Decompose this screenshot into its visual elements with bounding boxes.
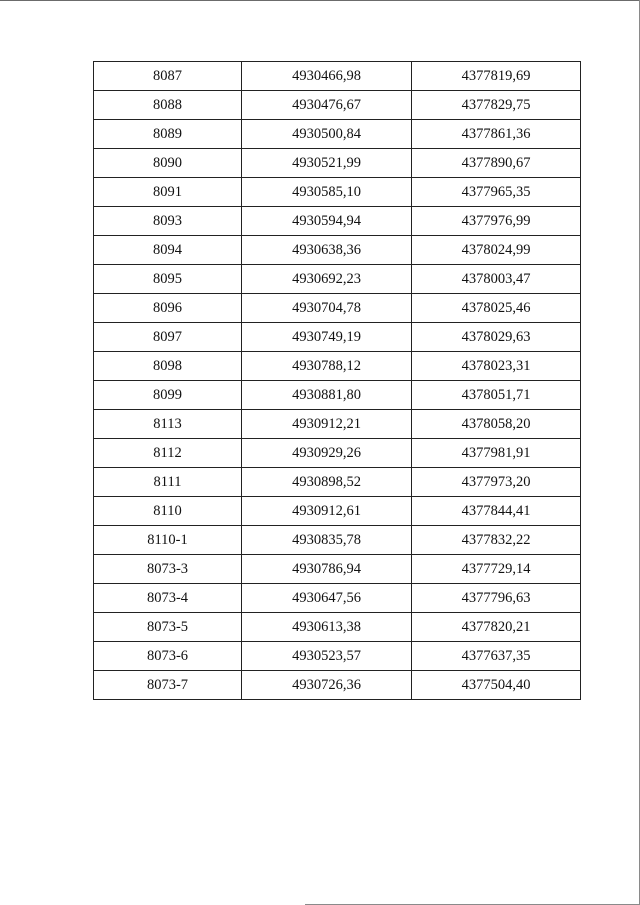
point-number-cell: 8073-7 bbox=[94, 671, 242, 700]
point-number-cell: 8110-1 bbox=[94, 526, 242, 555]
x-coordinate-cell: 4930786,94 bbox=[242, 555, 412, 584]
point-number-cell: 8096 bbox=[94, 294, 242, 323]
x-coordinate-cell: 4930523,57 bbox=[242, 642, 412, 671]
y-coordinate-cell: 4378003,47 bbox=[412, 265, 581, 294]
point-number-cell: 8111 bbox=[94, 468, 242, 497]
point-number-cell: 8110 bbox=[94, 497, 242, 526]
point-number-cell: 8112 bbox=[94, 439, 242, 468]
x-coordinate-cell: 4930749,19 bbox=[242, 323, 412, 352]
x-coordinate-cell: 4930912,21 bbox=[242, 410, 412, 439]
y-coordinate-cell: 4377965,35 bbox=[412, 178, 581, 207]
table-row bbox=[94, 352, 581, 381]
table-row bbox=[94, 381, 581, 410]
point-number-cell: 8097 bbox=[94, 323, 242, 352]
point-number-cell: 8087 bbox=[94, 62, 242, 91]
coordinates-table bbox=[93, 61, 581, 700]
table-row bbox=[94, 671, 581, 700]
table-row bbox=[94, 642, 581, 671]
y-coordinate-cell: 4377504,40 bbox=[412, 671, 581, 700]
table-row bbox=[94, 294, 581, 323]
page-top-edge bbox=[0, 0, 640, 1]
y-coordinate-cell: 4377861,36 bbox=[412, 120, 581, 149]
y-coordinate-cell: 4378051,71 bbox=[412, 381, 581, 410]
x-coordinate-cell: 4930929,26 bbox=[242, 439, 412, 468]
table-row bbox=[94, 555, 581, 584]
y-coordinate-cell: 4377820,21 bbox=[412, 613, 581, 642]
table-row bbox=[94, 120, 581, 149]
x-coordinate-cell: 4930898,52 bbox=[242, 468, 412, 497]
point-number-cell: 8090 bbox=[94, 149, 242, 178]
point-number-cell: 8113 bbox=[94, 410, 242, 439]
point-number-cell: 8093 bbox=[94, 207, 242, 236]
point-number-cell: 8088 bbox=[94, 91, 242, 120]
table-row bbox=[94, 584, 581, 613]
x-coordinate-cell: 4930585,10 bbox=[242, 178, 412, 207]
y-coordinate-cell: 4377976,99 bbox=[412, 207, 581, 236]
table-row bbox=[94, 149, 581, 178]
table-row bbox=[94, 323, 581, 352]
x-coordinate-cell: 4930726,36 bbox=[242, 671, 412, 700]
table-row bbox=[94, 62, 581, 91]
y-coordinate-cell: 4377829,75 bbox=[412, 91, 581, 120]
y-coordinate-cell: 4377890,67 bbox=[412, 149, 581, 178]
x-coordinate-cell: 4930692,23 bbox=[242, 265, 412, 294]
x-coordinate-cell: 4930912,61 bbox=[242, 497, 412, 526]
point-number-cell: 8089 bbox=[94, 120, 242, 149]
y-coordinate-cell: 4377981,91 bbox=[412, 439, 581, 468]
x-coordinate-cell: 4930500,84 bbox=[242, 120, 412, 149]
x-coordinate-cell: 4930521,99 bbox=[242, 149, 412, 178]
table-row bbox=[94, 410, 581, 439]
y-coordinate-cell: 4377819,69 bbox=[412, 62, 581, 91]
point-number-cell: 8073-3 bbox=[94, 555, 242, 584]
point-number-cell: 8073-6 bbox=[94, 642, 242, 671]
x-coordinate-cell: 4930638,36 bbox=[242, 236, 412, 265]
table-row bbox=[94, 526, 581, 555]
table-row bbox=[94, 207, 581, 236]
table-row bbox=[94, 178, 581, 207]
point-number-cell: 8073-4 bbox=[94, 584, 242, 613]
point-number-cell: 8098 bbox=[94, 352, 242, 381]
x-coordinate-cell: 4930466,98 bbox=[242, 62, 412, 91]
table-row bbox=[94, 613, 581, 642]
y-coordinate-cell: 4377832,22 bbox=[412, 526, 581, 555]
table-row bbox=[94, 497, 581, 526]
x-coordinate-cell: 4930881,80 bbox=[242, 381, 412, 410]
x-coordinate-cell: 4930594,94 bbox=[242, 207, 412, 236]
x-coordinate-cell: 4930647,56 bbox=[242, 584, 412, 613]
y-coordinate-cell: 4378029,63 bbox=[412, 323, 581, 352]
x-coordinate-cell: 4930476,67 bbox=[242, 91, 412, 120]
point-number-cell: 8091 bbox=[94, 178, 242, 207]
point-number-cell: 8099 bbox=[94, 381, 242, 410]
point-number-cell: 8073-5 bbox=[94, 613, 242, 642]
table-row bbox=[94, 439, 581, 468]
y-coordinate-cell: 4378025,46 bbox=[412, 294, 581, 323]
x-coordinate-cell: 4930788,12 bbox=[242, 352, 412, 381]
point-number-cell: 8094 bbox=[94, 236, 242, 265]
x-coordinate-cell: 4930704,78 bbox=[242, 294, 412, 323]
y-coordinate-cell: 4377729,14 bbox=[412, 555, 581, 584]
table-row bbox=[94, 91, 581, 120]
y-coordinate-cell: 4377844,41 bbox=[412, 497, 581, 526]
table-row bbox=[94, 265, 581, 294]
x-coordinate-cell: 4930835,78 bbox=[242, 526, 412, 555]
y-coordinate-cell: 4377973,20 bbox=[412, 468, 581, 497]
y-coordinate-cell: 4378024,99 bbox=[412, 236, 581, 265]
x-coordinate-cell: 4930613,38 bbox=[242, 613, 412, 642]
y-coordinate-cell: 4378058,20 bbox=[412, 410, 581, 439]
y-coordinate-cell: 4378023,31 bbox=[412, 352, 581, 381]
point-number-cell: 8095 bbox=[94, 265, 242, 294]
table-row bbox=[94, 236, 581, 265]
table-row bbox=[94, 468, 581, 497]
y-coordinate-cell: 4377796,63 bbox=[412, 584, 581, 613]
y-coordinate-cell: 4377637,35 bbox=[412, 642, 581, 671]
